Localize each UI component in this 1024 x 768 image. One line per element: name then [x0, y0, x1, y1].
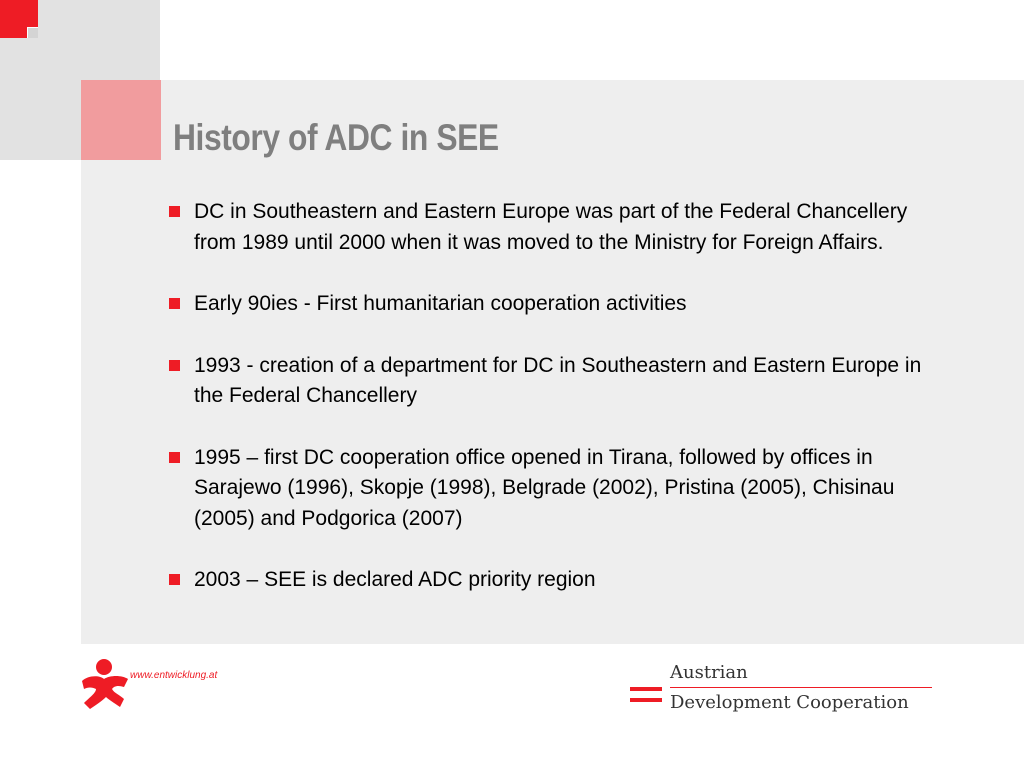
square-bullet-icon	[169, 298, 180, 309]
bullet-item	[168, 443, 938, 535]
corner-notch-fill	[28, 28, 38, 38]
logo-line-development-cooperation: Development Cooperation	[670, 692, 909, 713]
bullet-text: DC in Southeastern and Eastern Europe was part of the Federal Chancellery from 1989 until 2000 when it was moved to the Ministry for Foreign Affairs.	[194, 200, 908, 254]
bullet-item	[168, 197, 938, 258]
logo-rule	[670, 687, 932, 688]
flag-bar-bottom	[630, 698, 662, 702]
square-bullet-icon	[169, 452, 180, 463]
bullet-list	[168, 197, 938, 627]
bullet-text: 1995 – first DC cooperation office opened in Tirana, followed by offices in Sarajewo (1996), Skopje (1998), Belgrade (2002), Pristina (2005), Chisinau (2005) and Podgorica (2007)	[194, 445, 895, 530]
bullet-text: 1993 - creation of a department for DC in Southeastern and Eastern Europe in the Federal Chancellery	[194, 353, 922, 407]
entwicklung-logo	[78, 655, 218, 715]
flag-bar-top	[630, 687, 662, 691]
slide-title: History of ADC in SEE	[173, 117, 499, 158]
square-bullet-icon	[169, 360, 180, 371]
square-bullet-icon	[169, 206, 180, 217]
bullet-text: 2003 – SEE is declared ADC priority region	[194, 568, 596, 591]
corner-decoration-pink	[81, 80, 161, 160]
website-url: www.entwicklung.at	[130, 670, 218, 681]
bullet-item	[168, 565, 938, 596]
bullet-item	[168, 289, 938, 320]
bullet-text: Early 90ies - First humanitarian cooperation activities	[194, 292, 687, 315]
logo-line-austrian: Austrian	[670, 662, 748, 683]
adc-logo	[630, 660, 940, 720]
puzzle-figure-icon	[78, 655, 134, 715]
square-bullet-icon	[169, 574, 180, 585]
bullet-item	[168, 351, 938, 412]
